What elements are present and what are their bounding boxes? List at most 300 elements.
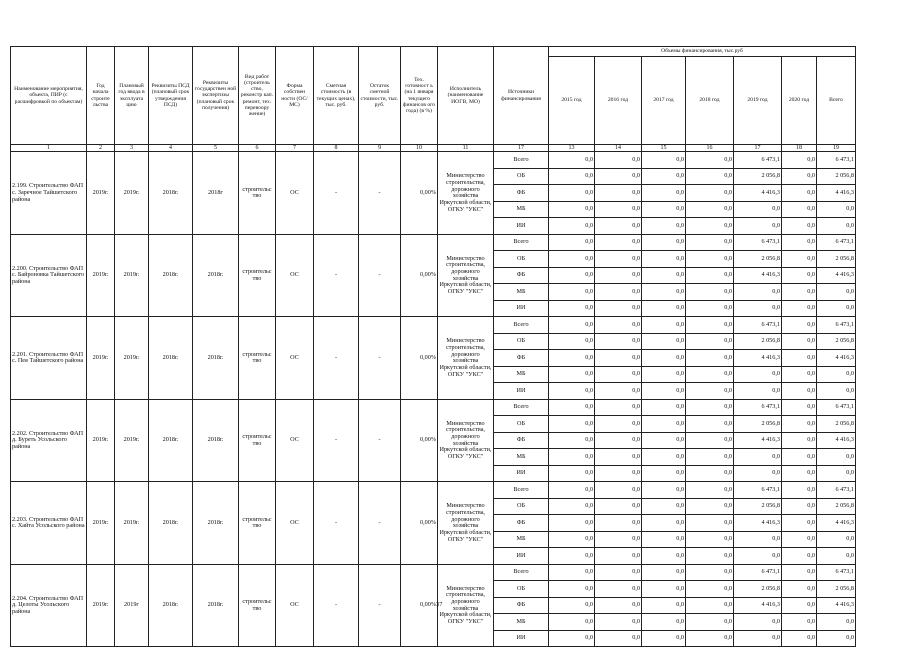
- funding-value: 0,0: [595, 333, 642, 350]
- funding-value: 0,0: [642, 152, 686, 169]
- funding-value: 0,0: [595, 548, 642, 565]
- expertise-year: 2018г.: [193, 234, 239, 317]
- table-row: [11, 482, 856, 499]
- funding-value: 0,0: [595, 152, 642, 169]
- column-number: 15: [642, 145, 686, 152]
- psd-year: 2018г.: [149, 564, 193, 647]
- start-year: 2019г.: [87, 152, 115, 235]
- remainder-value: -: [359, 399, 401, 482]
- funding-source: Всего: [494, 564, 549, 581]
- readiness-value: 0,00%: [401, 564, 438, 647]
- commission-year: 2019г.: [115, 482, 149, 565]
- funding-value: 0,0: [686, 234, 734, 251]
- funding-value: 0,0: [686, 482, 734, 499]
- funding-value: 0,0: [782, 350, 817, 367]
- funding-value: 0,0: [686, 383, 734, 400]
- funding-source: ФБ: [494, 515, 549, 532]
- header-year: 2015 год: [549, 57, 595, 145]
- funding-value: 0,0: [734, 465, 782, 482]
- header-year: 2020 год: [782, 57, 817, 145]
- funding-value: 2 056,8: [817, 333, 856, 350]
- funding-value: 0,0: [686, 152, 734, 169]
- psd-year: 2018г.: [149, 317, 193, 400]
- funding-value: 0,0: [549, 317, 595, 334]
- funding-value: 0,0: [595, 234, 642, 251]
- column-number: 14: [595, 145, 642, 152]
- funding-value: 0,0: [595, 449, 642, 466]
- table-body: [11, 152, 856, 647]
- funding-value: 0,0: [595, 465, 642, 482]
- estimate-value: -: [314, 152, 359, 235]
- header-ownership: Форма собствен ности (ОС/МС): [276, 47, 314, 145]
- funding-source: ОБ: [494, 581, 549, 598]
- funding-value: 6 473,1: [734, 399, 782, 416]
- funding-value: 0,0: [686, 284, 734, 301]
- executor: Министерство строительства, дорожного хозяйства Иркутской области, ОГКУ "УКС": [438, 317, 494, 400]
- funding-value: 0,0: [686, 317, 734, 334]
- funding-value: 0,0: [595, 218, 642, 235]
- funding-value: 0,0: [686, 498, 734, 515]
- header-estimate: Сметная стоимость (в текущих ценах), тыс. руб.: [314, 47, 359, 145]
- funding-value: 0,0: [817, 284, 856, 301]
- executor: Министерство строительства, дорожного хозяйства Иркутской области, ОГКУ "УКС": [438, 152, 494, 235]
- funding-value: 0,0: [549, 515, 595, 532]
- funding-value: 0,0: [686, 168, 734, 185]
- funding-value: 0,0: [595, 498, 642, 515]
- funding-value: 0,0: [734, 630, 782, 647]
- funding-value: 0,0: [642, 218, 686, 235]
- funding-value: 0,0: [595, 630, 642, 647]
- work-type: строительс тво: [239, 482, 276, 565]
- funding-value: 0,0: [782, 597, 817, 614]
- column-number: 18: [782, 145, 817, 152]
- funding-value: 0,0: [595, 416, 642, 433]
- funding-value: 0,0: [782, 366, 817, 383]
- header-commission-year: Плановый год ввода в эксплуата цию: [115, 47, 149, 145]
- header-year: 2016 год: [595, 57, 642, 145]
- funding-value: 0,0: [549, 234, 595, 251]
- funding-value: 0,0: [782, 399, 817, 416]
- funding-value: 2 056,8: [734, 333, 782, 350]
- remainder-value: -: [359, 152, 401, 235]
- funding-value: 0,0: [686, 218, 734, 235]
- funding-source: ИИ: [494, 218, 549, 235]
- funding-value: 6 473,1: [817, 564, 856, 581]
- funding-value: 6 473,1: [817, 317, 856, 334]
- funding-value: 0,0: [595, 284, 642, 301]
- funding-value: 0,0: [782, 531, 817, 548]
- funding-value: 6 473,1: [734, 234, 782, 251]
- funding-value: 0,0: [595, 251, 642, 268]
- funding-value: 0,0: [642, 614, 686, 631]
- funding-value: 6 473,1: [734, 317, 782, 334]
- funding-source: Всего: [494, 234, 549, 251]
- column-number: 2: [87, 145, 115, 152]
- commission-year: 2019г.: [115, 317, 149, 400]
- header-year: Всего: [817, 57, 856, 145]
- funding-value: 6 473,1: [817, 399, 856, 416]
- start-year: 2019г.: [87, 564, 115, 647]
- funding-value: 0,0: [549, 449, 595, 466]
- executor: Министерство строительства, дорожного хозяйства Иркутской области, ОГКУ "УКС": [438, 234, 494, 317]
- funding-value: 2 056,8: [817, 581, 856, 598]
- funding-value: 0,0: [642, 300, 686, 317]
- funding-value: 6 473,1: [817, 234, 856, 251]
- funding-value: 0,0: [549, 284, 595, 301]
- ownership: ОС: [276, 152, 314, 235]
- funding-value: 0,0: [595, 350, 642, 367]
- readiness-value: 0,00%: [401, 152, 438, 235]
- funding-value: 6 473,1: [734, 152, 782, 169]
- expertise-year: 2018г.: [193, 399, 239, 482]
- funding-value: 6 473,1: [817, 152, 856, 169]
- funding-value: 0,0: [642, 498, 686, 515]
- work-type: строительс тво: [239, 564, 276, 647]
- column-number: 3: [115, 145, 149, 152]
- object-name: 2.201. Строительство ФАП с. Пея Тайшетского района: [11, 317, 87, 400]
- funding-value: 0,0: [817, 300, 856, 317]
- header-expertise: Реквизиты государствен ной экспертизы (плановый срок получения): [193, 47, 239, 145]
- funding-value: 0,0: [549, 267, 595, 284]
- funding-value: 0,0: [642, 449, 686, 466]
- funding-source: ФБ: [494, 185, 549, 202]
- funding-value: 2 056,8: [817, 251, 856, 268]
- funding-value: 0,0: [734, 531, 782, 548]
- funding-value: 0,0: [642, 548, 686, 565]
- funding-value: 0,0: [595, 482, 642, 499]
- funding-value: 0,0: [642, 597, 686, 614]
- header-remainder: Остаток сметной стоимости, тыс. руб.: [359, 47, 401, 145]
- funding-value: 0,0: [686, 333, 734, 350]
- funding-value: 0,0: [686, 515, 734, 532]
- funding-value: 0,0: [782, 168, 817, 185]
- funding-value: 0,0: [595, 201, 642, 218]
- header-work-type: Вид работ (строитель ство, реконстр кап. ремонт, тех. перевоору жение): [239, 47, 276, 145]
- funding-value: 2 056,8: [734, 581, 782, 598]
- funding-value: 0,0: [686, 581, 734, 598]
- column-number: 17: [734, 145, 782, 152]
- readiness-value: 0,00%: [401, 317, 438, 400]
- funding-value: 0,0: [595, 317, 642, 334]
- funding-value: 0,0: [549, 201, 595, 218]
- object-name: 2.199. Строительство ФАП с. Заречное Тайшетского района: [11, 152, 87, 235]
- funding-value: 0,0: [595, 614, 642, 631]
- funding-value: 0,0: [734, 449, 782, 466]
- funding-value: 0,0: [686, 432, 734, 449]
- funding-value: 0,0: [595, 366, 642, 383]
- funding-value: 0,0: [782, 449, 817, 466]
- funding-source: ИИ: [494, 383, 549, 400]
- remainder-value: -: [359, 482, 401, 565]
- funding-value: 0,0: [595, 399, 642, 416]
- funding-value: 0,0: [782, 581, 817, 598]
- funding-value: 2 056,8: [734, 416, 782, 433]
- funding-value: 0,0: [642, 630, 686, 647]
- funding-value: 0,0: [549, 614, 595, 631]
- header-executor: Исполнитель (наименование ИОГВ, МО): [438, 47, 494, 145]
- funding-source: МБ: [494, 284, 549, 301]
- funding-value: 0,0: [549, 366, 595, 383]
- estimate-value: -: [314, 564, 359, 647]
- work-type: строительс тво: [239, 234, 276, 317]
- funding-value: 0,0: [642, 564, 686, 581]
- funding-value: 4 416,3: [734, 185, 782, 202]
- funding-value: 0,0: [782, 416, 817, 433]
- funding-value: 0,0: [595, 515, 642, 532]
- funding-value: 0,0: [595, 185, 642, 202]
- commission-year: 2019г.: [115, 152, 149, 235]
- funding-source: ФБ: [494, 597, 549, 614]
- work-type: строительс тво: [239, 317, 276, 400]
- funding-source: ИИ: [494, 548, 549, 565]
- funding-value: 0,0: [782, 300, 817, 317]
- column-number: 4: [149, 145, 193, 152]
- funding-source: ОБ: [494, 416, 549, 433]
- funding-value: 0,0: [642, 317, 686, 334]
- funding-source: ОБ: [494, 251, 549, 268]
- commission-year: 2019г: [115, 564, 149, 647]
- column-number: 19: [817, 145, 856, 152]
- funding-source: МБ: [494, 614, 549, 631]
- funding-value: 0,0: [549, 152, 595, 169]
- funding-value: 0,0: [549, 432, 595, 449]
- column-number: 11: [438, 145, 494, 152]
- funding-value: 0,0: [782, 432, 817, 449]
- funding-value: 0,0: [817, 630, 856, 647]
- column-number: 1: [11, 145, 87, 152]
- estimate-value: -: [314, 317, 359, 400]
- funding-source: ИИ: [494, 465, 549, 482]
- header-sources: Источники финансирования: [494, 47, 549, 145]
- funding-value: 0,0: [782, 251, 817, 268]
- funding-value: 0,0: [686, 630, 734, 647]
- funding-value: 0,0: [549, 548, 595, 565]
- funding-value: 0,0: [642, 581, 686, 598]
- funding-source: ФБ: [494, 267, 549, 284]
- funding-value: 0,0: [595, 531, 642, 548]
- funding-source: ИИ: [494, 300, 549, 317]
- header-year: 2018 год: [686, 57, 734, 145]
- remainder-value: -: [359, 317, 401, 400]
- psd-year: 2018г.: [149, 482, 193, 565]
- ownership: ОС: [276, 234, 314, 317]
- work-type: строительс тво: [239, 152, 276, 235]
- funding-value: 0,0: [817, 201, 856, 218]
- funding-value: 0,0: [549, 465, 595, 482]
- column-number: 6: [239, 145, 276, 152]
- funding-value: 0,0: [734, 300, 782, 317]
- column-numbers-row: [11, 145, 856, 152]
- table-row: [11, 564, 856, 581]
- funding-value: 0,0: [549, 498, 595, 515]
- funding-value: 0,0: [549, 597, 595, 614]
- funding-value: 0,0: [734, 366, 782, 383]
- funding-source: ФБ: [494, 432, 549, 449]
- funding-value: 0,0: [686, 300, 734, 317]
- remainder-value: -: [359, 234, 401, 317]
- funding-value: 0,0: [549, 564, 595, 581]
- funding-value: 0,0: [686, 416, 734, 433]
- ownership: ОС: [276, 399, 314, 482]
- funding-value: 6 473,1: [734, 564, 782, 581]
- financing-table-sheet: [10, 46, 855, 647]
- header-readiness: Тех. готовност ь (на 1 января текущего финансов ого года) (в %): [401, 47, 438, 145]
- funding-source: Всего: [494, 482, 549, 499]
- header-year: 2019 год: [734, 57, 782, 145]
- funding-source: Всего: [494, 152, 549, 169]
- funding-value: 0,0: [549, 399, 595, 416]
- executor: Министерство строительства, дорожного хозяйства Иркутской области, ОГКУ "УКС": [438, 482, 494, 565]
- funding-value: 0,0: [782, 152, 817, 169]
- funding-value: 0,0: [817, 366, 856, 383]
- estimate-value: -: [314, 399, 359, 482]
- funding-value: 4 416,3: [734, 267, 782, 284]
- object-name: 2.202. Строительство ФАП д. Буреть Усольского района: [11, 399, 87, 482]
- start-year: 2019г.: [87, 399, 115, 482]
- funding-value: 0,0: [817, 614, 856, 631]
- funding-source: ОБ: [494, 333, 549, 350]
- funding-value: 0,0: [549, 300, 595, 317]
- funding-value: 0,0: [734, 201, 782, 218]
- funding-source: МБ: [494, 449, 549, 466]
- funding-value: 0,0: [549, 251, 595, 268]
- funding-value: 0,0: [817, 449, 856, 466]
- funding-value: 0,0: [686, 399, 734, 416]
- funding-value: 0,0: [782, 465, 817, 482]
- funding-value: 0,0: [782, 201, 817, 218]
- funding-value: 0,0: [686, 267, 734, 284]
- commission-year: 2019г.: [115, 399, 149, 482]
- funding-source: ОБ: [494, 168, 549, 185]
- funding-value: 0,0: [642, 482, 686, 499]
- funding-value: 6 473,1: [734, 482, 782, 499]
- table-header: [11, 47, 856, 152]
- column-number: 16: [686, 145, 734, 152]
- funding-source: МБ: [494, 531, 549, 548]
- funding-value: 0,0: [642, 432, 686, 449]
- funding-value: 0,0: [642, 366, 686, 383]
- funding-value: 0,0: [782, 267, 817, 284]
- funding-value: 0,0: [549, 630, 595, 647]
- funding-value: 0,0: [595, 564, 642, 581]
- funding-value: 4 416,3: [734, 515, 782, 532]
- object-name: 2.200. Строительство ФАП с. Байроновка Тайшетского района: [11, 234, 87, 317]
- funding-value: 0,0: [817, 531, 856, 548]
- funding-value: 0,0: [782, 614, 817, 631]
- funding-value: 0,0: [595, 581, 642, 598]
- start-year: 2019г.: [87, 317, 115, 400]
- funding-value: 0,0: [642, 350, 686, 367]
- funding-value: 0,0: [686, 350, 734, 367]
- funding-value: 0,0: [782, 482, 817, 499]
- funding-value: 0,0: [642, 168, 686, 185]
- funding-value: 0,0: [782, 498, 817, 515]
- readiness-value: 0,00%: [401, 399, 438, 482]
- executor: Министерство строительства, дорожного хозяйства Иркутской области, ОГКУ "УКС": [438, 564, 494, 647]
- column-number: 9: [359, 145, 401, 152]
- funding-value: 2 056,8: [734, 498, 782, 515]
- funding-value: 0,0: [595, 267, 642, 284]
- readiness-value: 0,00%: [401, 234, 438, 317]
- estimate-value: -: [314, 482, 359, 565]
- column-number: 7: [276, 145, 314, 152]
- funding-value: 0,0: [549, 333, 595, 350]
- funding-value: 2 056,8: [817, 168, 856, 185]
- funding-value: 4 416,3: [817, 185, 856, 202]
- funding-source: МБ: [494, 201, 549, 218]
- funding-value: 0,0: [734, 614, 782, 631]
- table-row: [11, 234, 856, 251]
- funding-value: 0,0: [595, 168, 642, 185]
- funding-value: 0,0: [549, 581, 595, 598]
- funding-value: 0,0: [642, 531, 686, 548]
- funding-value: 0,0: [549, 416, 595, 433]
- funding-value: 2 056,8: [734, 168, 782, 185]
- executor: Министерство строительства, дорожного хозяйства Иркутской области, ОГКУ "УКС": [438, 399, 494, 482]
- funding-value: 4 416,3: [734, 350, 782, 367]
- header-volumes: Объемы финансирования, тыс.руб: [549, 47, 856, 57]
- header-name: Наименование мероприятия, объекта, ПИР (с расшифровкой по объектам): [11, 47, 87, 145]
- funding-value: 0,0: [595, 300, 642, 317]
- funding-value: 4 416,3: [817, 597, 856, 614]
- funding-value: 0,0: [734, 383, 782, 400]
- funding-source: Всего: [494, 399, 549, 416]
- column-number: 17: [494, 145, 549, 152]
- funding-value: 0,0: [549, 350, 595, 367]
- funding-value: 0,0: [782, 234, 817, 251]
- expertise-year: 2018г: [193, 152, 239, 235]
- funding-value: 0,0: [686, 185, 734, 202]
- funding-source: ФБ: [494, 350, 549, 367]
- financing-table: [10, 46, 856, 647]
- funding-value: 0,0: [782, 185, 817, 202]
- start-year: 2019г.: [87, 234, 115, 317]
- funding-value: 0,0: [595, 432, 642, 449]
- work-type: строительс тво: [239, 399, 276, 482]
- header-psd: Реквизиты ПСД (плановый срок утверждения ПСД): [149, 47, 193, 145]
- funding-value: 0,0: [817, 465, 856, 482]
- funding-value: 0,0: [686, 366, 734, 383]
- funding-value: 4 416,3: [817, 515, 856, 532]
- psd-year: 2018г.: [149, 234, 193, 317]
- remainder-value: -: [359, 564, 401, 647]
- funding-value: 0,0: [549, 383, 595, 400]
- funding-value: 4 416,3: [817, 267, 856, 284]
- object-name: 2.204. Строительство ФАП д. Целоты Усольского района: [11, 564, 87, 647]
- funding-value: 0,0: [686, 548, 734, 565]
- column-number: 10: [401, 145, 438, 152]
- funding-source: МБ: [494, 366, 549, 383]
- funding-value: 0,0: [549, 482, 595, 499]
- header-year: 2017 год: [642, 57, 686, 145]
- funding-value: 0,0: [686, 465, 734, 482]
- funding-value: 4 416,3: [734, 432, 782, 449]
- funding-source: ОБ: [494, 498, 549, 515]
- column-number: 5: [193, 145, 239, 152]
- funding-value: 2 056,8: [734, 251, 782, 268]
- funding-value: 0,0: [642, 267, 686, 284]
- funding-value: 0,0: [734, 218, 782, 235]
- funding-value: 0,0: [642, 284, 686, 301]
- page-number: 37: [436, 601, 443, 608]
- funding-value: 0,0: [642, 515, 686, 532]
- column-number: 13: [549, 145, 595, 152]
- ownership: ОС: [276, 482, 314, 565]
- object-name: 2.203. Строительство ФАП с. Хайта Усольского района: [11, 482, 87, 565]
- funding-value: 0,0: [549, 531, 595, 548]
- funding-value: 0,0: [549, 185, 595, 202]
- funding-value: 4 416,3: [817, 432, 856, 449]
